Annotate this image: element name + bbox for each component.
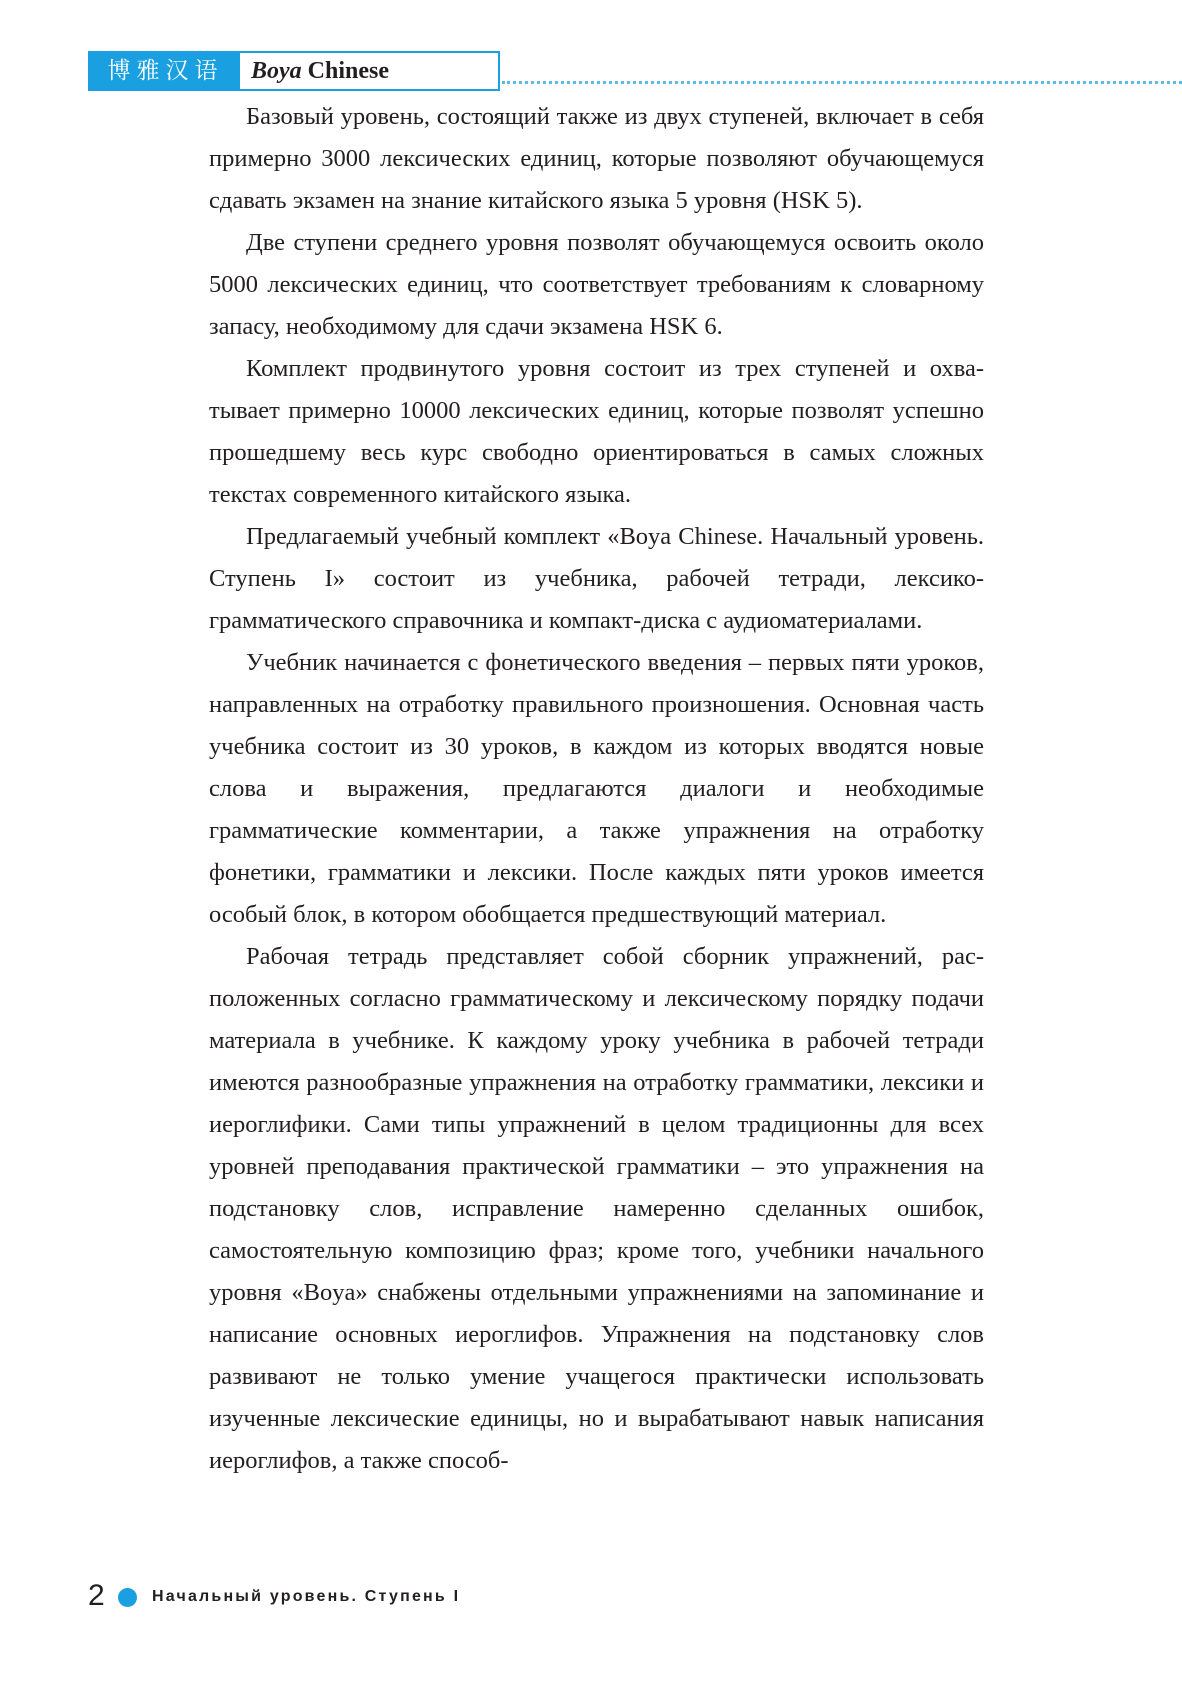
footer-bullet-icon <box>118 1588 137 1607</box>
page-header <box>88 47 1182 93</box>
paragraph-intermediate-level: Две ступени среднего уровня позволят обучающемуся освоить около 5000 лексических единиц, что соответствует требованиям к словарному запасу, необходимому для сдачи экзамена HSK 6. <box>209 229 984 340</box>
brand-chinese-label: 博雅汉语 <box>88 51 238 91</box>
page-number: 2 <box>88 1579 105 1612</box>
brand-english-label <box>238 51 500 91</box>
paragraph-textbook: Учебник начинается с фонетического введения – первых пяти уроков, направленных на отработку правильного произношения. Основная часть учебника состоит из 30 уроков, в каждом из которых вводятся новые слова и выражения, предлагаются диалоги и необходимые грамматические комментарии, а также упражнения на отработку фонетики, грамматики и лексики. После каждых пяти уроков имеется особый блок, в котором обобщается предшествующий материал. <box>209 649 984 928</box>
footer-running-title: Начальный уровень. Ступень I <box>152 1588 461 1605</box>
brand-regular-word: Chinese <box>307 58 390 84</box>
paragraph-advanced-level: Комплект продвинутого уровня состоит из трех ступеней и охватывает примерно 10000 лексических единиц, которые позволят успешно прошедшему весь курс свободно ориентироваться в самых сложных текстах современного китайского языка. <box>209 355 984 508</box>
paragraph-workbook: Рабочая тетрадь представляет собой сборник упражнений, расположенных согласно грамматическому и лексическому порядку подачи материала в учебнике. К каждому уроку учебника в рабочей тетради имеются разнообразные упражнения на отработку грамматики, лексики и иероглифики. Сами типы упражнений в целом традиционны для всех уровней преподавания практической грамматики – это упражнения на подстановку слов, исправление намеренно сделанных ошибок, самостоятельную композицию фраз; кроме того, учебники начального уровня «Boya» снабжены отдельными упражнениями на запоминание и написание основных иероглифов. Упражнения на подстановку слов развивают не только умение учащегося практически использовать изученные лексические единицы, но и вырабатывают навык написания иероглифов, а также способ- <box>209 943 984 1474</box>
header-dotted-rule <box>502 81 1182 84</box>
body-text <box>209 96 984 1482</box>
paragraph-kit-contents: Предлагаемый учебный комплект «Boya Chinese. Начальный уровень. Ступень I» состоит из учебника, рабочей тетради, лексико-грамматического справочника и компакт-диска с аудиоматериалами. <box>209 523 984 634</box>
paragraph-basic-level: Базовый уровень, состоящий также из двух ступеней, включает в себя примерно 3000 лексических единиц, которые позволяют обучающемуся сдавать экзамен на знание китайского языка 5 уровня (HSK 5). <box>209 103 984 214</box>
page-footer <box>88 1577 588 1617</box>
brand-italic-word: Boya <box>251 58 302 84</box>
